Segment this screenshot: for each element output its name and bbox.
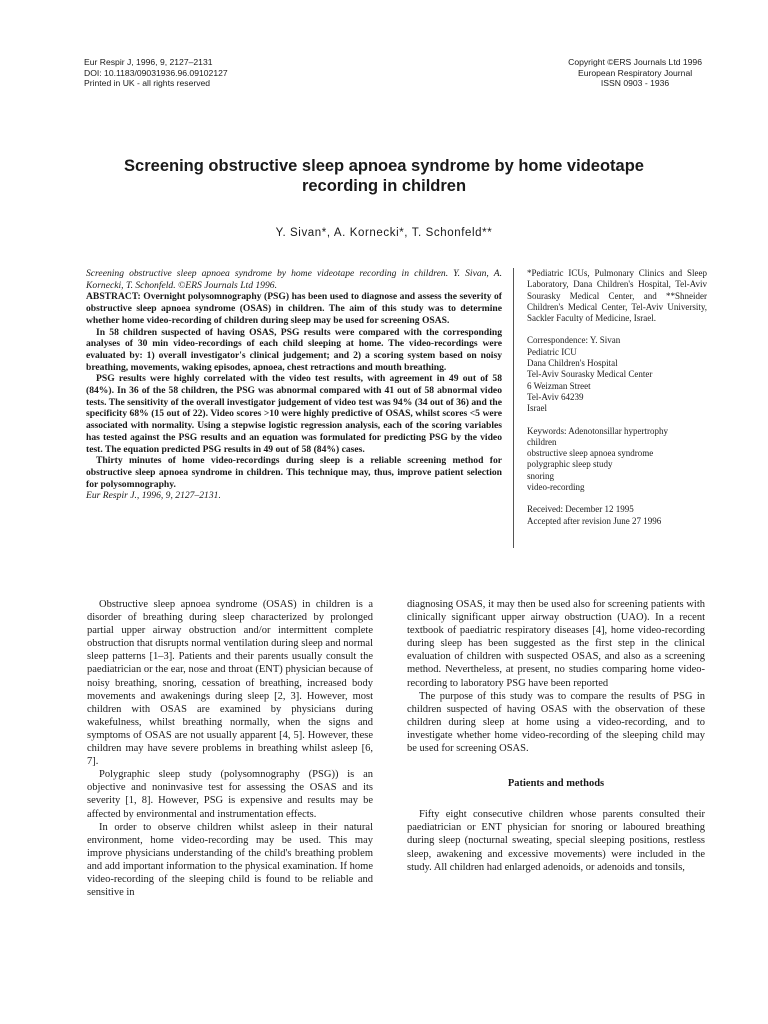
- body-paragraph: The purpose of this study was to compare the results of PSG in children suspected of having OSAS with the observation of these children during sleep at home using a video-recording, and to investigate whether home video-recording of the sleeping child may be used for screening OSAS.: [407, 690, 705, 755]
- affiliation: *Pediatric ICUs, Pulmonary Clinics and Sleep Laboratory, Dana Children's Hospital, Tel-Aviv Sourasky Medical Center, and **Shneider Children's Medical Center, Tel-Aviv University, Sackler Faculty of Medicine, Israel.: [527, 268, 707, 324]
- sidebar: [527, 268, 707, 538]
- keyword-line: polygraphic sleep study: [527, 459, 613, 470]
- received-date: Received: December 12 1995: [527, 504, 634, 515]
- correspondence-line: 6 Weizman Street: [527, 380, 591, 391]
- body-paragraph: Obstructive sleep apnoea syndrome (OSAS) in children is a disorder of breathing during sleep characterized by prolonged partial upper airway obstruction and/or intermittent complete obstruction that disrupts normal ventilation during sleep and normal sleep patterns [1–3]. Patients and their parents usually consult the paediatrician or the ear, nose and throat (ENT) physician because of noisy breathing, snoring, cessation of breathing, increased body movements and awakenings during sleep [2, 3]. However, most children with OSAS are examined by physicians during wakefulness, whilst breathing normally, when the signs and symptoms of OSAS are not usually apparent [4, 5]. However, these children may have severe problems in breathing whilst asleep [6, 7].: [87, 599, 373, 768]
- body-paragraph: Polygraphic sleep study (polysomnography (PSG)) is an objective and noninvasive test for assessing the OSAS and its severity [1, 8]. However, PSG is expensive and results may be affected by environmental and instrumentation effects.: [87, 769, 373, 820]
- correspondence-line: Dana Children's Hospital: [527, 358, 618, 369]
- body-paragraph: diagnosing OSAS, it may then be used also for screening patients with clinically significant upper airway obstruction (UAO). In a recent textbook of paediatric respiratory diseases [4], home video-recording during sleep has been suggested as the first step in the clinical evaluation of children with suspected OSAS, and also as a screening method. Nevertheless, at present, no studies comparing home video-recording to laboratory PSG have been reported: [407, 599, 705, 689]
- doi: DOI: 10.1183/09031936.96.09102127: [84, 67, 228, 78]
- issn: ISSN 0903 - 1936: [600, 78, 670, 88]
- print-notice: Printed in UK - all rights reserved: [84, 78, 211, 88]
- paper-title: [60, 156, 708, 196]
- body-paragraph: In order to observe children whilst asleep in their natural environment, home video-recording may be used. This may improve physicians understanding of the child's breathing problem and add important information to the physical examination. If home video-recording of the sleeping child is found to be reliable and sensitive in: [87, 821, 373, 899]
- journal-citation: Eur Respir J, 1996, 9, 2127–2131: [84, 57, 213, 67]
- correspondence-line: Pediatric ICU: [527, 346, 577, 357]
- keyword-line: snoring: [527, 470, 554, 481]
- title-line-1: Screening obstructive sleep apnoea syndrome by home videotape: [124, 157, 644, 175]
- abstract-para-2: In 58 children suspected of having OSAS, PSG results were compared with the corresponding analyses of 30 min video-recordings of each child sleeping at home. The video-recordings were evaluated by: 1) overall investigator's clinical judgement; and 2) a scoring system based on noisy breathing, movements, waking episodes, apnoea, chest retractions and mouth breathing.: [86, 326, 502, 373]
- accepted-date: Accepted after revision June 27 1996: [527, 515, 662, 526]
- body-column-left: [87, 598, 373, 899]
- journal-header-left: [84, 57, 228, 89]
- authors: Y. Sivan*, A. Kornecki*, T. Schonfeld**: [275, 227, 493, 239]
- abstract-footer: Eur Respir J., 1996, 9, 2127–2131.: [86, 490, 221, 502]
- journal-header-right: [568, 57, 702, 89]
- keyword-line: children: [527, 436, 557, 447]
- abstract-para-3: PSG results were highly correlated with the video test results, with agreement in 49 out of 58 (84%). In 36 of the 58 children, the PSG was abnormal compared with 41 out of 58 abnormal video tests. The sensitivity of the overall investigator judgement of video test was 94% (34 out of 36) and the specificity 68% (15 out of 22). Video scores >10 were highly predictive of OSAS, whilst scores <5 were associated with normality. Using a stepwise logistic regression analysis, each of the scoring variables has tested against the PSG results and an equation was formulated for predicting PSG by the video test. The equation predicted PSG results in 49 out of 58 (84%) cases.: [86, 373, 502, 455]
- section-heading: Patients and methods: [507, 778, 605, 790]
- abstract-citation: Screening obstructive sleep apnoea syndrome by home videotape recording in children. Y. Sivan, A. Kornecki, T. Schonfeld. ©ERS Journals Ltd 1996.: [86, 268, 502, 291]
- correspondence-line: Israel: [527, 403, 547, 414]
- abstract: [86, 268, 502, 502]
- keyword-line: video-recording: [527, 482, 585, 493]
- journal-name: European Respiratory Journal: [577, 67, 693, 78]
- correspondence-line: Correspondence: Y. Sivan: [527, 335, 621, 346]
- correspondence-line: Tel-Aviv 64239: [527, 391, 584, 402]
- column-divider: [513, 268, 514, 548]
- keyword-line: Keywords: Adenotonsillar hypertrophy: [527, 425, 668, 436]
- correspondence: [527, 335, 707, 414]
- body-paragraph: Fifty eight consecutive children whose parents consulted their paediatrician or ENT physician for snoring or laboured breathing during sleep (nocturnal sweating, special sleeping positions, restless sleep, awakening and excessive movements) were included in the study. All children had enlarged adenoids, or adenoids and tonsils,: [407, 809, 705, 873]
- copyright: Copyright ©ERS Journals Ltd 1996: [568, 57, 702, 67]
- keyword-line: obstructive sleep apnoea syndrome: [527, 448, 654, 459]
- body-column-right: [407, 598, 705, 874]
- keywords: [527, 426, 707, 494]
- abstract-para-1: ABSTRACT: Overnight polysomnography (PSG) has been used to diagnose and assess the severity of obstructive sleep apnoea syndrome (OSAS) in children. The aim of this study was to determine whether home video-recording of children during sleep may be used for screening OSAS.: [86, 291, 502, 326]
- title-line-2: recording in children: [301, 177, 467, 195]
- abstract-para-4: Thirty minutes of home video-recordings during sleep is a reliable screening method for obstructive sleep apnoea syndrome in children. This technique may, thus, improve patient selection for polysomnography.: [86, 455, 502, 490]
- dates: [527, 504, 707, 527]
- correspondence-line: Tel-Aviv Sourasky Medical Center: [527, 369, 653, 380]
